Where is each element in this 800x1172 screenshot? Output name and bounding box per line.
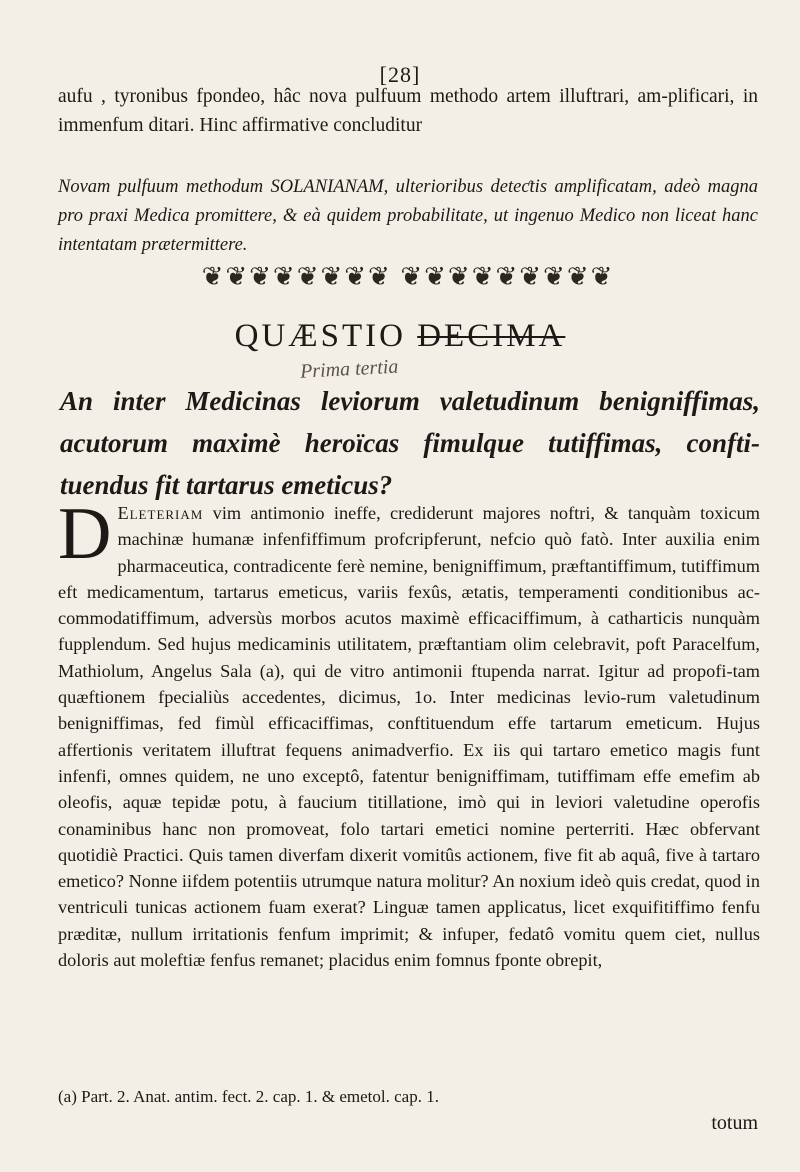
intro-paragraph: aufu , tyronibus fpondeo, hâc nova pulfuum methodo artem illuftrari, am-plificari, in immenfum ditari. Hinc affirmative concluditur bbox=[58, 86, 758, 136]
footnote: (a) Part. 2. Anat. antim. fect. 2. cap. 1. & emetol. cap. 1. bbox=[58, 1087, 439, 1106]
body-paragraph bbox=[58, 493, 760, 973]
section-heading bbox=[0, 318, 800, 355]
lead-word: Eleteriam bbox=[117, 503, 204, 523]
drop-capital: D bbox=[58, 493, 112, 575]
body-text: vim antimonio ineffe, crediderunt majores noftri, & tanquàm toxicum machinæ humanæ infenfiffimum profcripferunt, nefcio quò fatò. Inter auxilia enim pharmaceutica, contradicente ferè nemine, benigniffimum, præftantiffimum, tutiffimum eft medicamentum, tartarus emeticus, variis fexûs, ætatis, temperamenti conditionibus ac-commodatiffimum, adversùs morbos acutos maximè efficaciffimum, à catharticis nunquàm fupplendum. Sed hujus medicaminis utilitatem, præftantiam olim celebravit, poft Paracelfum, Mathiolum, Angelus Sala (a), qui de vitro antimonii ftupenda narrat. Igitur ad propofi-tam quæftionem fpecialiùs accedentes, dicimus, 1o. Inter medicinas levio-rum valetudinum benigniffimas, fed fimùl efficaciffimas, conftituendum effe tartarum emeticum. Hujus affertionis veritatem illuftrat fequens animadverfio. Ex iis qui tartaro emetico magis funt infenfi, omnes quidem, ne uno exceptô, fatentur benigniffimam, tutiffimam effe emefim ab oleofis, aquæ tepidæ potu, à faucium titillatione, imò qui in leviori valetudine operofis conaminibus hanc non promoveat, folo tartari emetici nomine perterriti. Hæc obfervant quotidiè Practici. Quis tamen diverfam dixerit vomitûs actionem, five fit ab aquâ, five à tartaro emetico? Nonne iifdem potentiis utrumque natura molitur? An noxium ideò quis credat, quod in ventriculi tunicas actionem fuam exerat? Linguæ tamen applicatus, licet exquifitiffimo fenfu præditæ, nullum irritationis fenfum imprimit; & infuper, fedatô vomitu quem ciet, nullus doloris aut moleftiæ fenfus remanet; placidus enim fomnus fponte obrepit, bbox=[58, 503, 760, 971]
italic-statement: Novam pulfuum methodum SOLANIANAM, ulterioribus deteƈtis amplificatam, adeò magna pro praxi Medica promittere, & eà quidem probabilitate, ut ingenuo Medico non liceat hanc intentatam prætermittere. bbox=[58, 177, 758, 255]
ornamental-border: ❦❦❦❦❦❦❦❦ ❦❦❦❦❦❦❦❦❦ bbox=[201, 262, 615, 291]
heading-word-questio: QUÆSTIO bbox=[234, 318, 406, 354]
catchword: totum bbox=[711, 1112, 758, 1134]
question-title: An inter Medicinas leviorum valetudinum benigniffimas, acutorum maximè heroïcas fimulque tutiffimas, confti-tuendus fit tartarus emeticus? bbox=[60, 386, 760, 500]
page-number: [28] bbox=[379, 62, 421, 87]
heading-word-decima: DECIMA bbox=[417, 318, 566, 354]
handwritten-annotation: Prima tertia bbox=[299, 355, 399, 383]
